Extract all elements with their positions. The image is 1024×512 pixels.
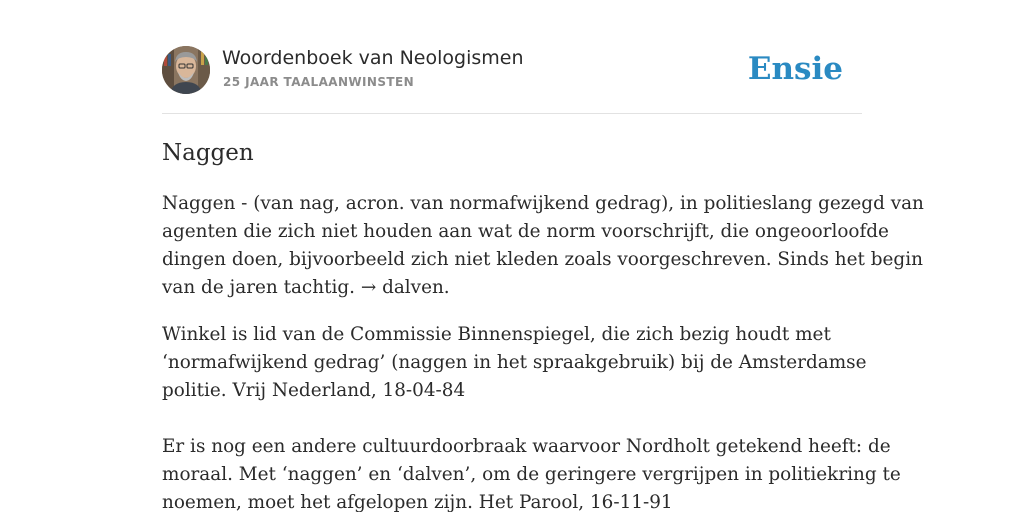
author-avatar[interactable] — [162, 46, 210, 94]
definition-line: dingen doen, bijvoorbeeld zich niet kleden zoals voorgeschreven. Sinds het begin — [162, 249, 923, 270]
header-divider — [162, 113, 862, 114]
definition-line: Naggen - (van nag, acron. van normafwijkend gedrag), in politieslang gezegd van — [162, 193, 924, 214]
citation-quote — [162, 433, 901, 512]
quote-line: Er is nog een andere cultuurdoorbraak waarvoor Nordholt getekend heeft: de — [162, 436, 891, 457]
definition-line: agenten die zich niet houden aan wat de norm voorschrijft, die ongeoorloofde — [162, 221, 889, 242]
quote-line: noemen, moet het afgelopen zijn. Het Parool, 16-11-91 — [162, 492, 673, 512]
site-header — [162, 46, 862, 96]
quote-line: ‘normafwijkend gedrag’ (naggen in het spraakgebruik) bij de Amsterdamse — [162, 352, 867, 373]
ensie-logo[interactable]: Ensie — [747, 51, 843, 87]
quote-line: politie. Vrij Nederland, 18-04-84 — [162, 380, 466, 401]
entry-title: Naggen — [162, 140, 254, 166]
definition-line: van de jaren tachtig. → dalven. — [162, 277, 450, 298]
citation-quote — [162, 321, 867, 405]
entry-definition — [162, 190, 924, 302]
site-subtitle: 25 JAAR TAALAANWINSTEN — [223, 75, 415, 89]
quote-line: Winkel is lid van de Commissie Binnenspiegel, die zich bezig houdt met — [162, 324, 831, 345]
site-title[interactable]: Woordenboek van Neologismen — [222, 47, 524, 69]
avatar-portrait-icon — [162, 46, 210, 94]
quote-line: moraal. Met ‘naggen’ en ‘dalven’, om de geringere vergrijpen in politiekring te — [162, 464, 901, 485]
